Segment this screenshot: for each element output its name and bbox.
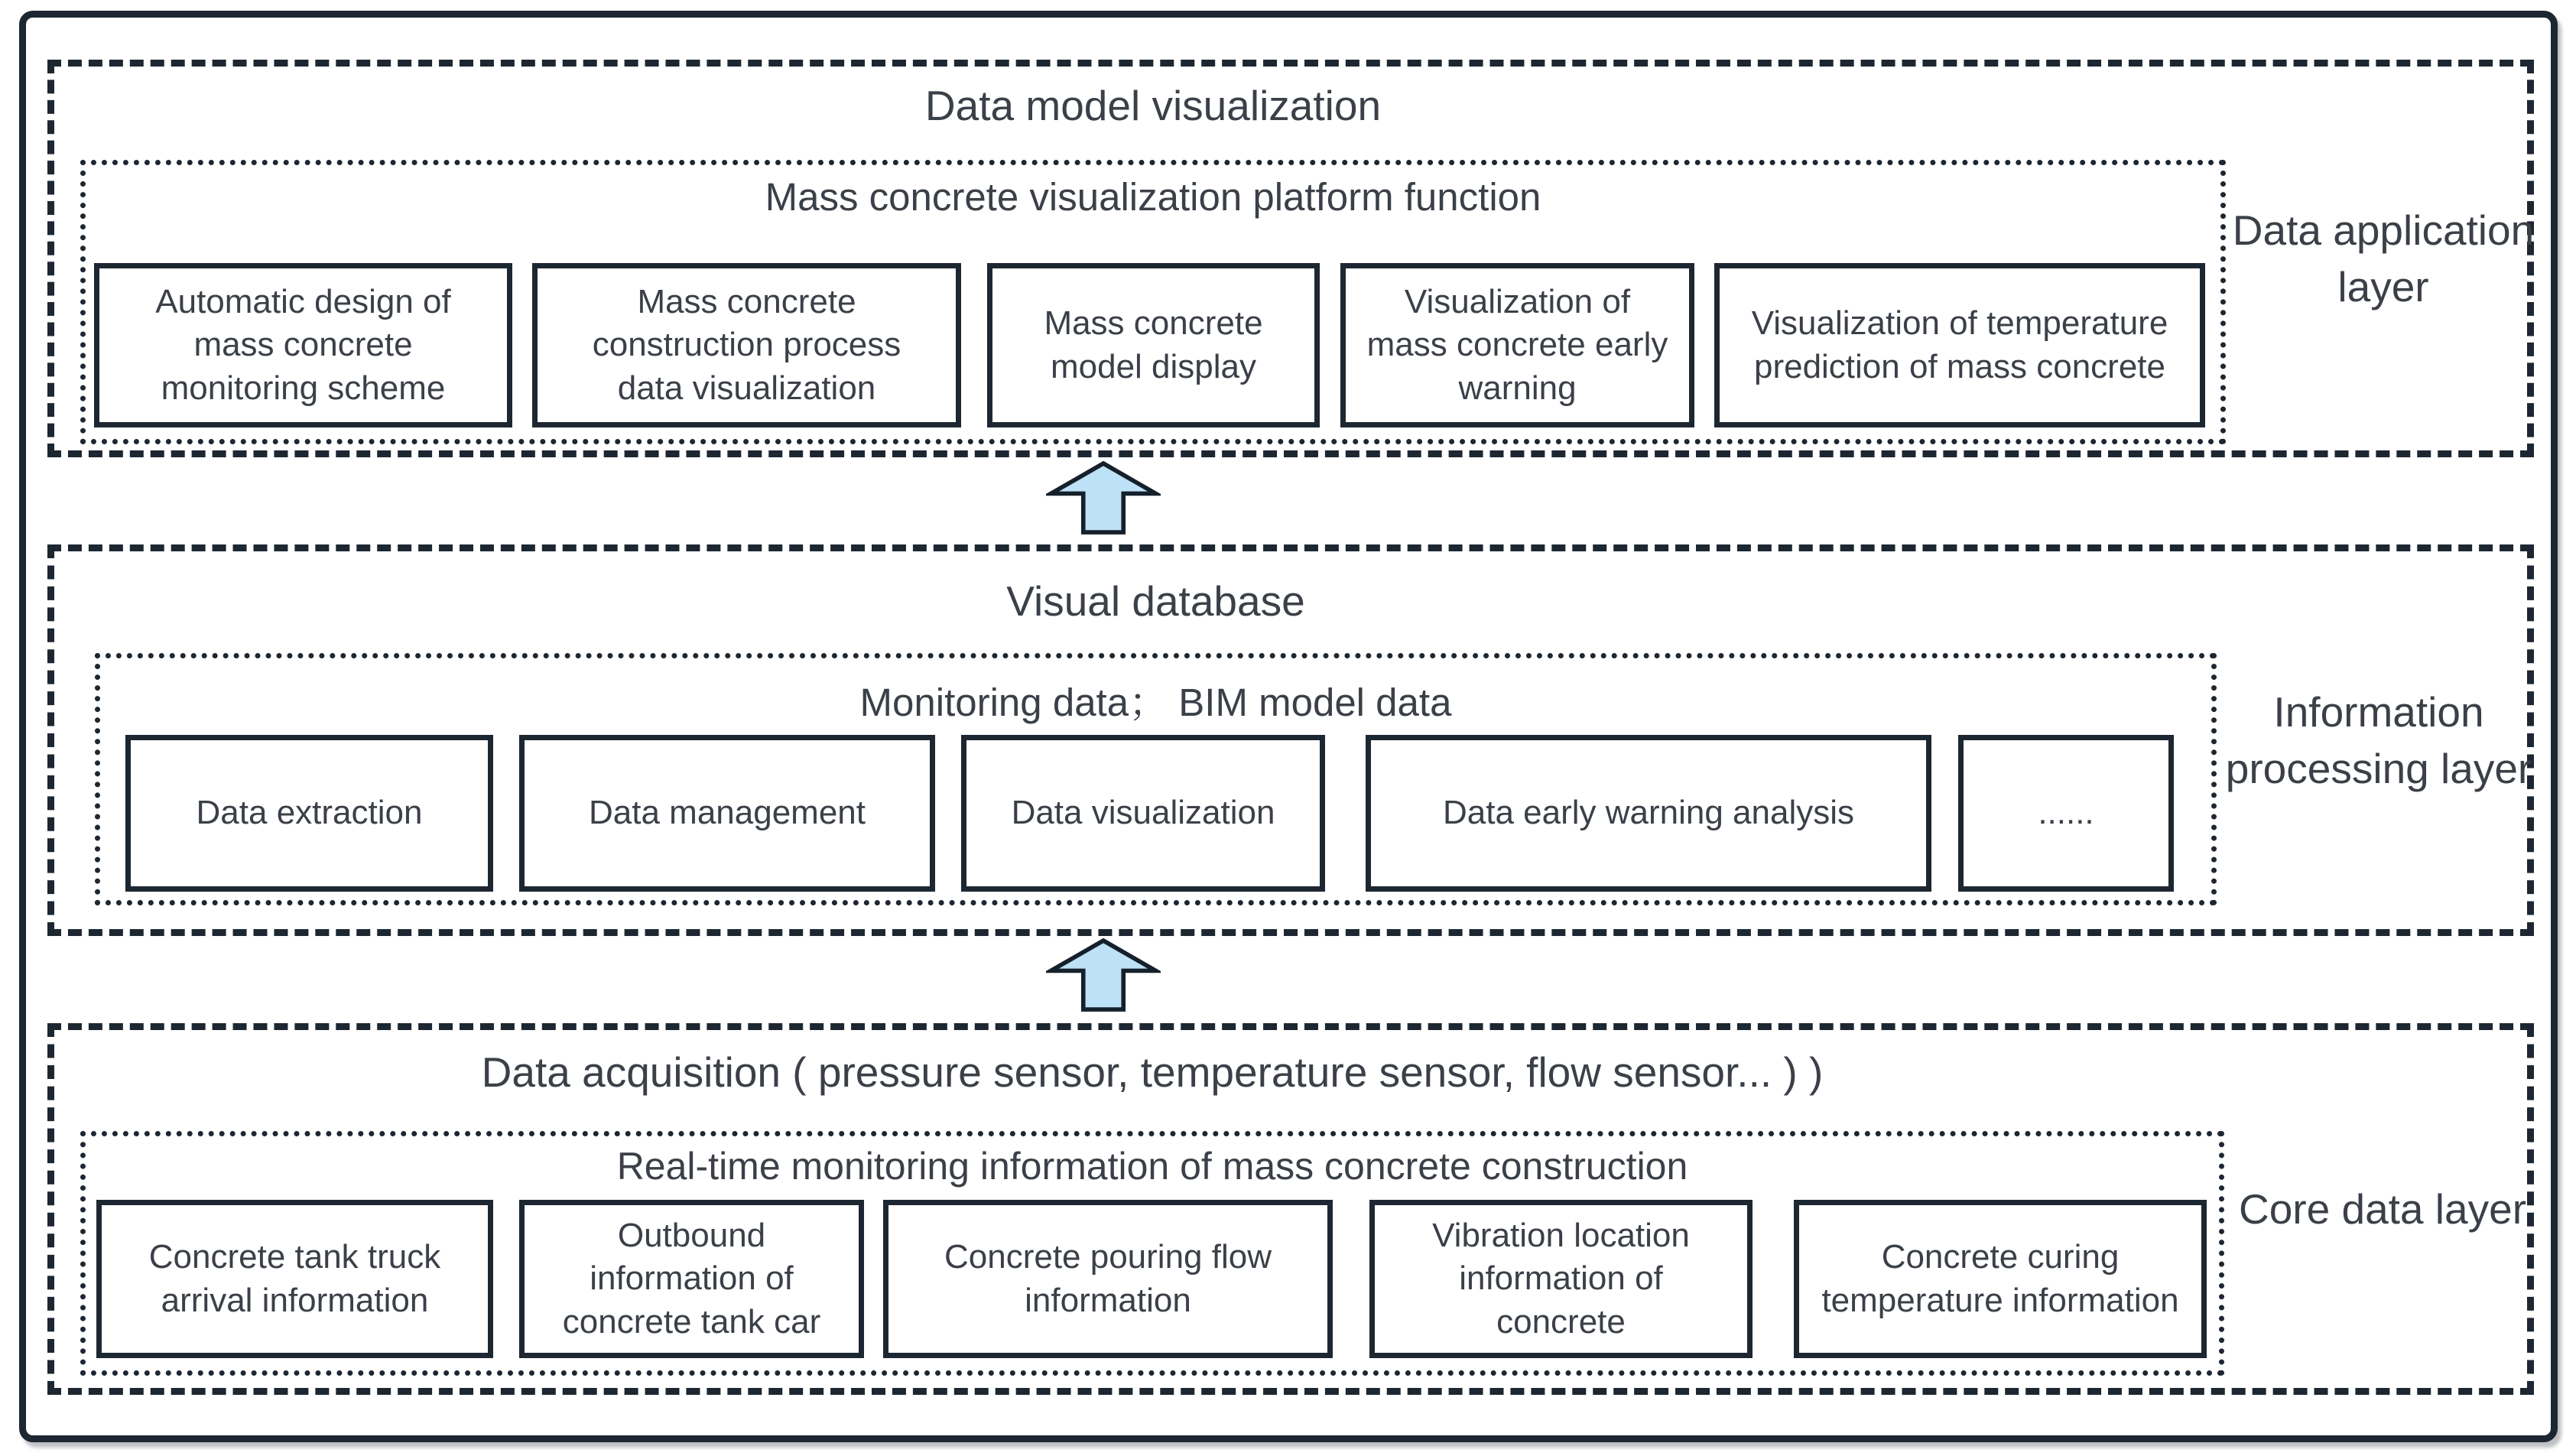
arrow-up-icon (1046, 460, 1161, 535)
layer-title-visual-database: Visual database (1006, 577, 1305, 625)
box-curing-temperature-information: Concrete curing temperature information (1794, 1200, 2207, 1358)
platform-function-group-box (80, 160, 2226, 444)
box-outbound-information-tank-car: Outbound information of concrete tank car (519, 1200, 864, 1358)
side-label-data-application-layer: Data application layer (2232, 206, 2535, 310)
group-title-monitoring-bim-data: Monitoring data； BIM model data (859, 681, 1452, 724)
information-processing-layer-section (47, 544, 2534, 936)
box-temperature-prediction-visualization: Visualization of temperature prediction of mass concrete (1714, 263, 2205, 427)
layer-title-data-acquisition: Data acquisition ( pressure sensor, temperature sensor, flow sensor... ) ) (481, 1048, 1824, 1096)
side-label-core-data-layer: Core data layer (2238, 1185, 2527, 1233)
group-title-platform-function: Mass concrete visualization platform function (765, 175, 1541, 219)
core-data-layer-section (47, 1023, 2534, 1395)
arrow-up-icon (1046, 938, 1161, 1012)
box-model-display: Mass concrete model display (987, 263, 1320, 427)
box-data-management: Data management (519, 735, 935, 892)
box-vibration-location-information: Vibration location information of concrete (1369, 1200, 1753, 1358)
box-data-extraction: Data extraction (125, 735, 493, 892)
box-construction-process-data-visualization: Mass concrete construction process data visualization (532, 263, 961, 427)
box-tank-truck-arrival-information: Concrete tank truck arrival information (96, 1200, 493, 1358)
realtime-monitoring-group-box (80, 1131, 2224, 1376)
box-data-visualization: Data visualization (961, 735, 1325, 892)
box-ellipsis: ...... (1958, 735, 2174, 892)
visual-database-group-box (95, 653, 2217, 905)
layer-title-data-model-visualization: Data model visualization (924, 82, 1382, 129)
side-label-information-processing-layer: Information processing layer (2225, 687, 2532, 792)
box-data-early-warning-analysis: Data early warning analysis (1366, 735, 1931, 892)
box-early-warning-visualization: Visualization of mass concrete early warning (1340, 263, 1694, 427)
data-application-layer-section (47, 60, 2534, 457)
box-pouring-flow-information: Concrete pouring flow information (883, 1200, 1333, 1358)
box-automatic-design-monitoring-scheme: Automatic design of mass concrete monitoring scheme (94, 263, 512, 427)
group-title-realtime-monitoring: Real-time monitoring information of mass concrete construction (616, 1145, 1688, 1188)
